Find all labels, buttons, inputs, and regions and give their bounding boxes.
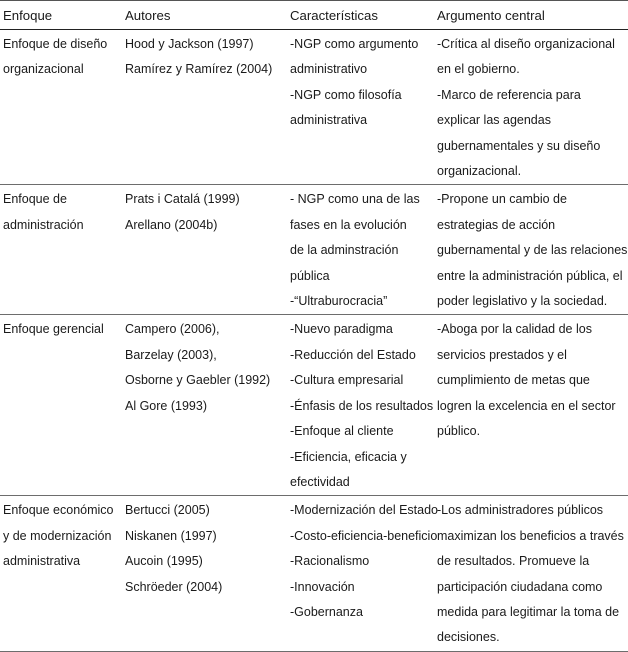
cell-line: participación ciudadana como: [437, 579, 603, 594]
cell-caracteristicas: [287, 315, 434, 496]
cell-line: entre la administración pública, el: [437, 268, 623, 283]
cell-enfoque: [0, 185, 122, 315]
header-caracteristicas: Características: [287, 1, 434, 30]
cell-line: servicios prestados y el: [437, 347, 567, 362]
cell-line: Arellano (2004b): [125, 217, 218, 232]
cell-line: pública: [290, 268, 330, 283]
cell-autores: [122, 30, 287, 185]
cell-line: Campero (2006),: [125, 322, 220, 337]
cell-line: -Costo-eficiencia-beneficio: [290, 528, 438, 543]
cell-line: decisiones.: [437, 630, 500, 645]
cell-line: poder legislativo y la sociedad.: [437, 294, 608, 309]
cell-caracteristicas: [287, 496, 438, 651]
cell-argumento: [434, 496, 628, 651]
cell-line: gubernamental y de las relaciones: [437, 243, 628, 258]
cell-line: -NGP como filosofía: [290, 87, 402, 102]
cell-enfoque: [0, 496, 122, 651]
cell-line: Hood y Jackson (1997): [125, 37, 254, 51]
cell-line: Enfoque gerencial: [3, 322, 104, 337]
cell-line: Enfoque de diseño: [3, 37, 108, 51]
cell-line: administrativo: [290, 62, 368, 77]
cell-autores: [122, 185, 287, 315]
header-argumento: Argumento central: [434, 1, 628, 30]
cell-line: -Modernización del Estado: [290, 503, 438, 518]
cell-line: Schröeder (2004): [125, 579, 223, 594]
cell-line: -Nuevo paradigma: [290, 322, 393, 337]
cell-line: -Crítica al diseño organizacional: [437, 37, 615, 51]
cell-line: Enfoque de: [3, 192, 67, 207]
cell-line: -Propone un cambio de: [437, 192, 567, 207]
header-enfoque: Enfoque: [0, 1, 122, 30]
cell-line: administrativa: [290, 113, 368, 128]
cell-line: público.: [437, 424, 481, 439]
cell-line: Barzelay (2003),: [125, 347, 217, 362]
cell-caracteristicas: [287, 185, 434, 315]
cell-line: Bertucci (2005): [125, 503, 210, 518]
cell-line: fases en la evolución: [290, 217, 407, 232]
cell-autores: [122, 315, 287, 496]
cell-line: estrategias de acción: [437, 217, 556, 232]
cell-line: -Innovación: [290, 579, 355, 594]
cell-line: -NGP como argumento: [290, 37, 419, 51]
cell-line: Niskanen (1997): [125, 528, 217, 543]
cell-line: logren la excelencia en el sector: [437, 398, 616, 413]
cell-line: organizacional.: [437, 164, 522, 179]
table-row: [0, 185, 628, 315]
cell-line: Al Gore (1993): [125, 398, 207, 413]
table-row: [0, 30, 628, 185]
cell-line: Enfoque económico: [3, 503, 114, 518]
cell-line: Aucoin (1995): [125, 554, 203, 569]
cell-line: gubernamentales y su diseño: [437, 138, 601, 153]
cell-line: -Énfasis de los resultados: [290, 398, 434, 413]
cell-line: cumplimiento de metas que: [437, 373, 590, 388]
cell-line: -Los administradores públicos: [437, 503, 604, 518]
cell-line: Osborne y Gaebler (1992): [125, 373, 271, 388]
cell-argumento: [434, 30, 628, 185]
cell-line: Ramírez y Ramírez (2004): [125, 62, 273, 77]
cell-argumento: [434, 185, 628, 315]
cell-line: -Racionalismo: [290, 554, 370, 569]
cell-line: explicar las agendas: [437, 113, 551, 128]
cell-enfoque: [0, 315, 122, 496]
cell-line: -Reducción del Estado: [290, 347, 416, 362]
cell-line: medida para legitimar la toma de: [437, 604, 620, 619]
cell-caracteristicas: [287, 30, 434, 185]
cell-line: maximizan los beneficios a través: [437, 528, 624, 543]
header-autores: Autores: [122, 1, 287, 30]
cell-line: -Aboga por la calidad de los: [437, 322, 592, 337]
cell-line: de la adminstración: [290, 243, 399, 258]
cell-argumento: [434, 315, 628, 496]
cell-line: administrativa: [3, 554, 81, 569]
cell-line: administración: [3, 217, 84, 232]
cell-enfoque: [0, 30, 122, 185]
cell-line: y de modernización: [3, 528, 112, 543]
cell-line: -Cultura empresarial: [290, 373, 404, 388]
table-row: [0, 496, 628, 651]
cell-line: -Marco de referencia para: [437, 87, 581, 102]
cell-line: -Gobernanza: [290, 604, 363, 619]
cell-line: -Enfoque al cliente: [290, 424, 394, 439]
cell-line: de resultados. Promueve la: [437, 554, 590, 569]
cell-line: en el gobierno.: [437, 62, 520, 77]
header-row: [0, 1, 628, 30]
cell-line: - NGP como una de las: [290, 192, 420, 207]
cell-line: -“Ultraburocracia”: [290, 294, 388, 309]
table-row: [0, 315, 628, 496]
cell-line: Prats i Catalá (1999): [125, 192, 240, 207]
cell-autores: [122, 496, 287, 651]
cell-line: -Eficiencia, eficacia y: [290, 449, 407, 464]
cell-line: efectividad: [290, 474, 350, 489]
cell-line: organizacional: [3, 62, 84, 77]
